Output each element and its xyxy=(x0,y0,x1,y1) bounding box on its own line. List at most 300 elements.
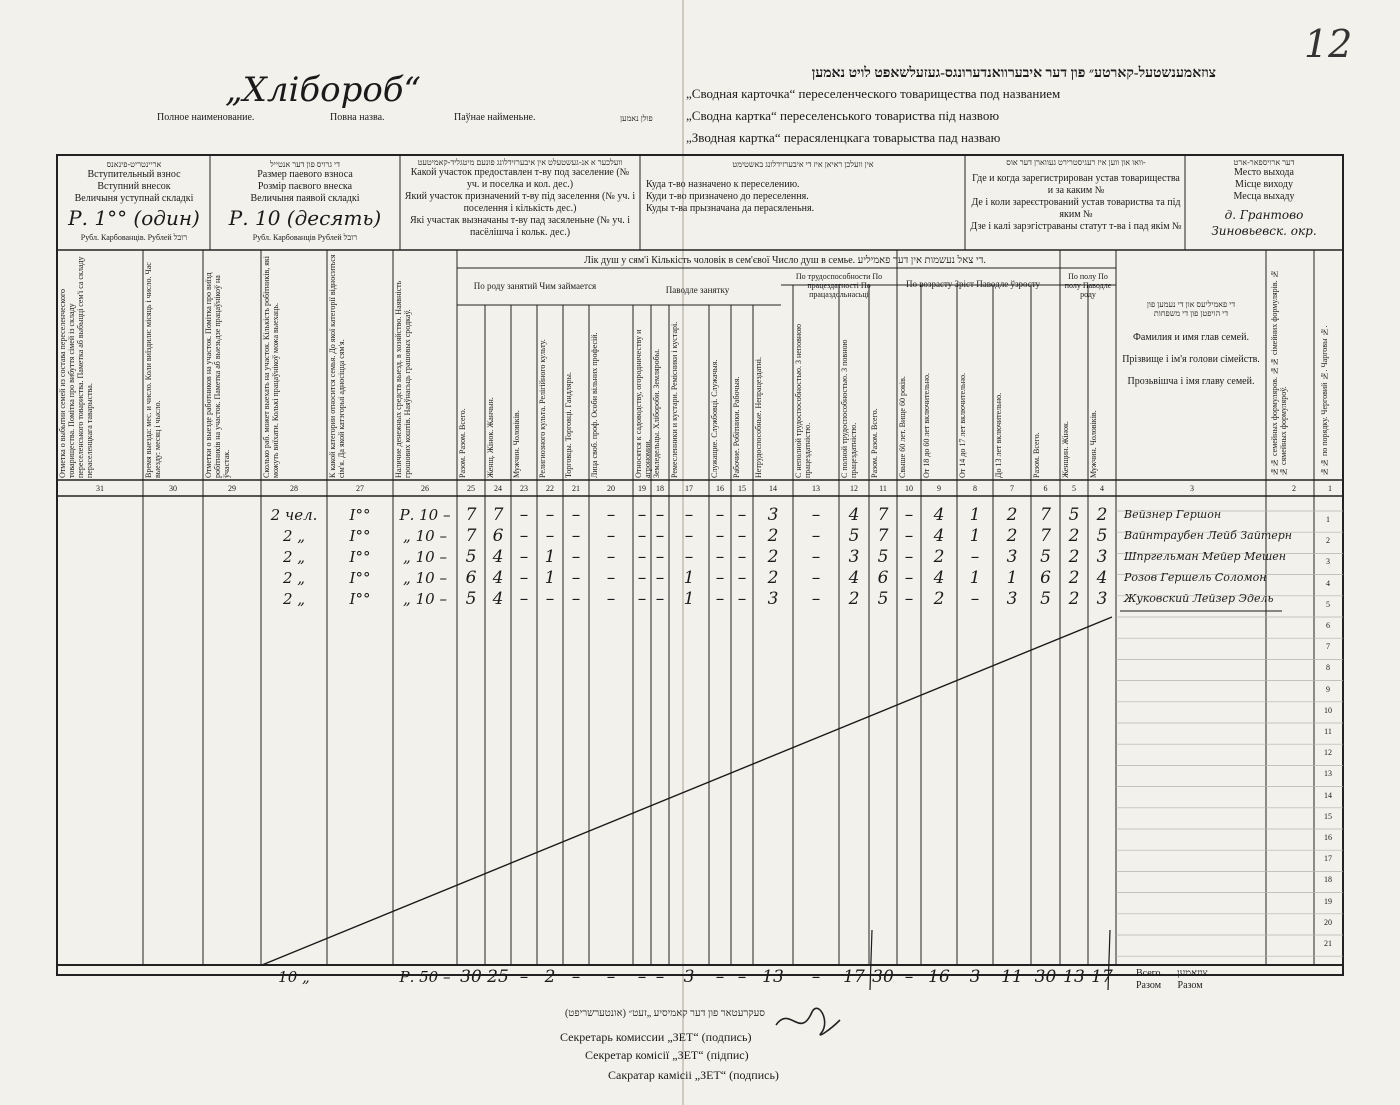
total-col-17: 3 xyxy=(683,967,695,987)
cell-col-11: 7 xyxy=(877,505,889,525)
cell-col-21: – xyxy=(571,505,581,525)
cell-col-19: – xyxy=(637,547,647,567)
departure-value: д. Грантово Зиновьевск. окр. xyxy=(1211,208,1317,238)
cell-col-14: 2 xyxy=(767,526,779,546)
total-col-28: 10 „ xyxy=(278,968,310,986)
share-fee-units: Рубл. Карбованців Рублей xyxy=(252,233,342,242)
entry-fee-by: Величыня уступнай складкі xyxy=(74,193,194,204)
cell-col-24: 4 xyxy=(492,568,504,588)
entry-fee-value: Р. 1°° (один) xyxy=(68,206,200,230)
entry-fee-box xyxy=(60,160,208,242)
cell-col-6: 7 xyxy=(1040,505,1051,525)
total-col-12: 17 xyxy=(843,967,865,987)
cell-col-19: – xyxy=(637,589,647,609)
footer-russian: Секретарь комиссии „ЗЕТ“ (подпись) xyxy=(560,1030,752,1044)
cell-col-10: – xyxy=(904,526,914,546)
row-number: 13 xyxy=(1324,769,1332,779)
cell-col-8: 1 xyxy=(969,568,981,588)
departure-by: Месца выхаду xyxy=(1233,191,1295,202)
cell-col-28: 2 „ xyxy=(282,569,306,587)
row-number: 20 xyxy=(1324,917,1332,927)
total-col-7: 11 xyxy=(1001,967,1023,987)
total-col-11: 30 xyxy=(872,967,894,987)
name-header-yi2: די הויפטן פון די משפחות xyxy=(1153,309,1229,318)
column-header-10: Свыше 60 лет. Вище 60 років. xyxy=(898,376,907,478)
share-fee-value: Р. 10 (десять) xyxy=(228,206,382,230)
cell-col-17: – xyxy=(684,505,694,525)
column-header-28: Сколько раб. может выехать на участок. Кількість робітників, які можуть виїхати. Колькі працаўнікоў можа выехаць. xyxy=(262,255,280,478)
cell-col-14: 3 xyxy=(767,505,779,525)
column-header-22: Религиозного культа. Релігійного культу. xyxy=(538,339,547,478)
total-col-6: 30 xyxy=(1034,967,1057,987)
total-col-5: 13 xyxy=(1063,967,1085,987)
total-col-14: 13 xyxy=(762,967,784,987)
column-number-14: 14 xyxy=(769,484,777,493)
total-col-21: – xyxy=(571,967,581,987)
column-header-18: Земледельцы. Хлібороби. Земляробы. xyxy=(652,348,661,478)
plot-by: Які участак вызначаны т-ву пад засяленьне (№ уч. і пасёлішча і кольк. дес.) xyxy=(409,215,630,238)
cell-col-9: 4 xyxy=(933,526,945,546)
cell-col-27: I°° xyxy=(349,590,371,608)
column-number-18: 18 xyxy=(656,484,664,493)
total-col-24: 25 xyxy=(487,967,509,987)
departure-ua: Місце виходу xyxy=(1235,179,1293,190)
cell-col-9: 2 xyxy=(933,547,945,567)
column-header-4: Мужчин. Чоловіків. xyxy=(1089,410,1098,478)
cell-col-26: „ 10 – xyxy=(403,590,447,608)
charter-by: Дзе і калі зарэгістраваны статут т-ва і пад якім № xyxy=(970,221,1182,232)
cell-col-19: – xyxy=(637,505,647,525)
row-number: 6 xyxy=(1326,621,1330,630)
totals-label-ua: Разом xyxy=(1177,980,1203,991)
souls-header-yi: די צאל נעשמות אין דער פאמיליע. xyxy=(857,255,986,266)
totals-label-yi: צוזאמען xyxy=(1177,968,1208,979)
cell-col-20: – xyxy=(606,547,616,567)
share-fee-units-yi: רובל xyxy=(343,233,358,242)
souls-header-text: Лік душ у сям'і Кількість чоловік в сем'євої Число душ в семье. xyxy=(584,255,856,266)
share-fee-box xyxy=(212,160,398,242)
destination-by: Куды т-ва прызначана да перасяленьня. xyxy=(646,203,815,214)
cell-col-17: – xyxy=(684,547,694,567)
column-header-8: От 14 до 17 лет включительно. xyxy=(958,373,967,478)
cell-col-15: – xyxy=(737,589,747,609)
column-number-6: 6 xyxy=(1043,484,1048,493)
cell-col-27: I°° xyxy=(349,506,371,524)
cell-col-8: 1 xyxy=(969,505,981,525)
destination-yi: אין וועלכן ראיאן איז די איבערזידלונג באשטימט xyxy=(732,160,874,169)
charter-ua: Де і коли зареєстрований устав товариства та під яким № xyxy=(971,197,1181,220)
cell-col-15: – xyxy=(737,568,747,588)
group-occupation-header: По роду занятий Чим займается xyxy=(473,281,597,291)
cell-col-20: – xyxy=(606,505,616,525)
total-col-26: Р. 50 – xyxy=(399,968,451,986)
cell-col-25: 5 xyxy=(465,589,477,609)
entry-fee-ua: Вступний внесок xyxy=(97,181,171,192)
cell-col-22: 1 xyxy=(544,568,556,588)
total-col-23: – xyxy=(519,967,529,987)
total-col-15: – xyxy=(737,967,747,987)
cell-col-13: – xyxy=(811,568,821,588)
column-number-10: 10 xyxy=(905,484,913,493)
row-number: 12 xyxy=(1324,748,1332,758)
column-number-29: 29 xyxy=(228,484,236,493)
family-head-name: Вейзнер Гершон xyxy=(1124,508,1222,521)
cell-col-28: 2 „ xyxy=(282,590,306,608)
cell-col-25: 7 xyxy=(465,505,477,525)
column-header-19: Относятся к садоводству, огородничеству и агрономии. xyxy=(634,329,652,478)
share-fee-by: Величыня паявой складкі xyxy=(250,193,360,204)
row-number: 14 xyxy=(1324,790,1332,800)
total-col-19: – xyxy=(637,967,647,987)
cell-col-5: 2 xyxy=(1068,589,1080,609)
cell-col-16: – xyxy=(715,568,725,588)
cell-col-7: 1 xyxy=(1006,568,1018,588)
cell-col-18: – xyxy=(655,589,665,609)
column-header-20: Лица своб. проф. Особи вільних професій. xyxy=(590,332,599,478)
cell-col-5: 2 xyxy=(1068,547,1080,567)
column-header-14: Нетрудоспособные. Непрацездатні. xyxy=(754,357,763,478)
cell-col-16: – xyxy=(715,505,725,525)
cell-col-25: 5 xyxy=(465,547,477,567)
name-header-yi1: די פאמיליעס און די נעמען פון xyxy=(1146,300,1236,309)
cell-col-10: – xyxy=(904,568,914,588)
cell-col-8: – xyxy=(970,589,980,609)
family-head-name: Вайнтраубен Лейб Зайтерн xyxy=(1124,529,1293,542)
share-fee-ua: Розмір паєвого внеска xyxy=(257,181,353,192)
title-ukrainian: „Сводна картка“ переселенського товариства під назвою xyxy=(686,108,1000,123)
family-head-name: Жуковский Лейзер Эдель xyxy=(1124,592,1274,605)
column-number-16: 16 xyxy=(716,484,724,493)
cell-col-15: – xyxy=(737,505,747,525)
secretary-signature xyxy=(776,1008,840,1035)
column-header-15: Рабочие. Робітники. Рабочыя. xyxy=(732,376,741,478)
row-number: 15 xyxy=(1324,811,1332,821)
column-number-17: 17 xyxy=(685,484,693,493)
label-full-name-ru: Полное наименование. xyxy=(157,112,255,123)
cell-col-23: – xyxy=(519,526,529,546)
row-number: 7 xyxy=(1326,642,1330,652)
cell-col-25: 6 xyxy=(465,568,477,588)
cell-col-13: – xyxy=(811,526,821,546)
cell-col-12: 2 xyxy=(848,589,860,609)
cell-col-16: – xyxy=(715,589,725,609)
column-number-22: 22 xyxy=(546,484,554,493)
row-number: 3 xyxy=(1326,557,1330,567)
family-form-header: №№ семейных формуляров. №№ сімейних формулярів. №№ сямейных формуляроў. xyxy=(1270,269,1288,476)
cell-col-6: 5 xyxy=(1040,547,1051,567)
cell-col-20: – xyxy=(606,568,616,588)
cell-col-13: – xyxy=(811,589,821,609)
cell-col-7: 3 xyxy=(1006,547,1018,567)
cell-col-19: – xyxy=(637,526,647,546)
column-header-25: Разом. Разом. Всего. xyxy=(458,408,467,478)
footer-ukrainian: Секретар комісії „ЗЕТ“ (підпис) xyxy=(585,1048,749,1062)
column-header-26: Наличие денежных средств выезд. в хозяйство. Наявність грошових коштів. Наяўнасьць грашовых сродкаў. xyxy=(394,280,412,478)
column-number-12: 12 xyxy=(850,484,858,493)
cell-col-14: 2 xyxy=(767,568,779,588)
label-full-name-yi: פולן נאמען xyxy=(620,114,653,123)
cell-col-14: 3 xyxy=(767,589,779,609)
column-header-16: Служащие. Службовці. Служачыя. xyxy=(710,359,719,478)
cell-col-12: 3 xyxy=(848,547,860,567)
cell-col-22: – xyxy=(545,505,555,525)
column-number-15: 15 xyxy=(738,484,746,493)
cell-col-16: – xyxy=(715,547,725,567)
title-russian: „Сводная карточка“ переселенческого товарищества под названием xyxy=(686,86,1061,101)
cell-col-12: 5 xyxy=(848,526,860,546)
plot-box xyxy=(404,158,636,239)
row-number: 18 xyxy=(1324,875,1332,885)
cell-col-26: „ 10 – xyxy=(403,569,447,587)
name-column-header xyxy=(1120,300,1262,388)
column-header-13: С неполной трудоспособностью. З неповною працездатністю. xyxy=(794,323,812,478)
column-number-27: 27 xyxy=(356,484,364,493)
cell-col-21: – xyxy=(571,589,581,609)
colnum-2: 2 xyxy=(1292,484,1296,493)
cell-col-20: – xyxy=(606,526,616,546)
column-header-5: Женщин. Жінок. xyxy=(1061,421,1070,478)
column-number-8: 8 xyxy=(973,484,977,493)
cell-col-10: – xyxy=(904,547,914,567)
column-number-5: 5 xyxy=(1072,484,1076,493)
column-number-7: 7 xyxy=(1010,484,1014,493)
column-header-17: Ремесленники и кустари. Ремісники і кустарі. xyxy=(670,321,679,478)
entry-fee-units-yi: רובל xyxy=(173,233,188,242)
row-number: 1 xyxy=(1326,515,1330,524)
sheet-number: 12 xyxy=(1304,22,1353,66)
row-number: 9 xyxy=(1326,684,1330,694)
row-number: 11 xyxy=(1324,727,1332,736)
cell-col-5: 2 xyxy=(1068,526,1080,546)
column-number-31: 31 xyxy=(96,484,104,493)
cell-col-11: 5 xyxy=(877,589,889,609)
column-header-27: К какой категории относится семья. До якої категорії відноситься сім'я. Да якой катэгорыі адносіцца сям'я. xyxy=(328,254,346,478)
cell-col-6: 5 xyxy=(1040,589,1051,609)
cell-col-22: 1 xyxy=(544,547,556,567)
group-age-header: По возрасту Зріст Паводле ўзросту xyxy=(905,279,1041,289)
column-header-7: До 13 лет включительно. xyxy=(994,392,1003,478)
cell-col-18: – xyxy=(655,505,665,525)
cancel-diagonal-line xyxy=(262,617,1112,965)
cell-col-11: 5 xyxy=(877,547,889,567)
cell-col-28: 2 „ xyxy=(282,548,306,566)
cell-col-9: 4 xyxy=(933,505,945,525)
cell-col-18: – xyxy=(655,568,665,588)
cell-col-23: – xyxy=(519,568,529,588)
column-number-26: 26 xyxy=(421,484,429,493)
name-header-ua: Прізвище і ім'я голови сімейств. xyxy=(1122,354,1260,365)
destination-box xyxy=(646,160,960,215)
title-yiddish: צוזאמענשטעל-קארטע״ פון דער איבערוואנדערונגס-געזעלשאפט לויט נאמען xyxy=(811,66,1216,81)
order-number-header: №№ по порядку. Черговий №. Чарговы №. xyxy=(1320,325,1329,476)
total-col-4: 17 xyxy=(1091,967,1113,987)
cell-col-18: – xyxy=(655,526,665,546)
destination-ua: Куди т-во призначено до переселення. xyxy=(646,191,809,202)
colnum-3: 3 xyxy=(1190,484,1194,493)
cell-col-24: 7 xyxy=(492,505,504,525)
cell-col-16: – xyxy=(715,526,725,546)
cell-col-9: 2 xyxy=(933,589,945,609)
cell-col-6: 7 xyxy=(1040,526,1051,546)
total-col-25: 30 xyxy=(460,967,482,987)
total-col-16: – xyxy=(715,967,725,987)
cell-col-28: 2 чел. xyxy=(270,506,318,524)
cell-col-27: I°° xyxy=(349,569,371,587)
column-number-19: 19 xyxy=(638,484,646,493)
column-header-29: Отметки о выезде работников на участок. Помітка про виїзд робітників на участок. Паметка аб выезьдзе працаўнікоў на ўчастак. xyxy=(204,272,231,478)
departure-box xyxy=(1188,158,1340,239)
cell-col-22: – xyxy=(545,589,555,609)
total-col-9: 16 xyxy=(928,967,950,987)
cell-col-4: 5 xyxy=(1096,526,1108,546)
column-header-9: От 18 до 60 лет включительно. xyxy=(922,373,931,478)
cell-col-6: 6 xyxy=(1040,568,1051,588)
cell-col-17: 1 xyxy=(683,568,695,588)
cell-col-4: 3 xyxy=(1096,547,1108,567)
cell-col-26: „ 10 – xyxy=(403,548,447,566)
cell-col-8: – xyxy=(970,547,980,567)
column-header-30: Время выезда: мес. и число. Коли виїздили: місяць і число. Час выезду: месяц і чысло. xyxy=(144,262,162,478)
destination-ru: Куда т-во назначено к переселению. xyxy=(646,179,800,190)
cell-col-24: 6 xyxy=(492,526,504,546)
cell-col-28: 2 „ xyxy=(282,527,306,545)
cell-col-10: – xyxy=(904,505,914,525)
cell-col-4: 4 xyxy=(1096,568,1108,588)
column-header-23: Мужчин. Чоловіків. xyxy=(512,410,521,478)
cell-col-7: 2 xyxy=(1006,505,1018,525)
cell-col-26: „ 10 – xyxy=(403,527,447,545)
column-number-30: 30 xyxy=(169,484,177,493)
cell-col-5: 2 xyxy=(1068,568,1080,588)
cell-col-22: – xyxy=(545,526,555,546)
cell-col-12: 4 xyxy=(848,568,860,588)
entry-fee-ru: Вступительный взнос xyxy=(87,169,181,180)
cell-col-12: 4 xyxy=(848,505,860,525)
departure-ru: Место выхода xyxy=(1234,167,1294,178)
cell-col-7: 3 xyxy=(1006,589,1018,609)
column-header-31: Отметка о выбытии семей из состава переселенческого товарищества. Помітка про вибуття сімей із складу переселенського товариства. Паметка аб выбыцці сем'і са складу пераселенцкага таварыства. xyxy=(58,256,94,478)
row-number: 4 xyxy=(1326,578,1330,588)
total-col-10: – xyxy=(904,967,914,987)
totals-label xyxy=(1136,968,1208,992)
share-fee-yi: די גרויס פון דער אנטייל xyxy=(270,160,340,169)
cell-col-26: Р. 10 – xyxy=(399,506,451,524)
cell-col-15: – xyxy=(737,547,747,567)
label-full-name-by: Паўнае найменьне. xyxy=(454,112,536,123)
column-number-25: 25 xyxy=(467,484,475,493)
society-name: „Хлібороб“ xyxy=(225,70,421,110)
column-number-13: 13 xyxy=(812,484,820,493)
cell-col-8: 1 xyxy=(969,526,981,546)
column-number-4: 4 xyxy=(1100,484,1104,493)
cell-col-24: 4 xyxy=(492,589,504,609)
total-col-20: – xyxy=(606,967,616,987)
row-number: 16 xyxy=(1324,833,1332,842)
family-head-name: Розов Гершель Соломон xyxy=(1124,571,1267,584)
cell-col-23: – xyxy=(519,547,529,567)
cell-col-21: – xyxy=(571,526,581,546)
cell-col-11: 6 xyxy=(877,568,889,588)
total-col-13: – xyxy=(811,967,821,987)
cell-col-27: I°° xyxy=(349,548,371,566)
cell-col-11: 7 xyxy=(877,526,889,546)
cell-col-21: – xyxy=(571,547,581,567)
cell-col-15: – xyxy=(737,526,747,546)
cell-col-4: 3 xyxy=(1096,589,1108,609)
row-number: 8 xyxy=(1326,663,1330,673)
cell-col-19: – xyxy=(637,568,647,588)
column-number-23: 23 xyxy=(520,484,528,493)
name-header-by: Прозьвішча і імя главу семей. xyxy=(1127,376,1255,387)
cell-col-13: – xyxy=(811,547,821,567)
charter-yi: וואו און ווען איז רעגיסטרירט געווארן דער אוס- xyxy=(1006,158,1146,167)
row-number: 2 xyxy=(1326,536,1330,546)
group-souls-header xyxy=(460,256,1110,265)
column-number-21: 21 xyxy=(572,484,580,493)
charter-ru: Где и когда зарегистрирован устав товарищества и за каким № xyxy=(972,173,1180,196)
group-sex-header: По полу По полу Паводле роду xyxy=(1064,272,1112,299)
column-number-9: 9 xyxy=(937,484,941,493)
total-col-8: 3 xyxy=(969,967,981,987)
total-col-22: 2 xyxy=(544,967,556,987)
column-header-12: С полной трудоспособностью. З повною працездатністю. xyxy=(840,339,858,478)
cell-col-23: – xyxy=(519,589,529,609)
row-number: 17 xyxy=(1324,854,1332,864)
totals-label-ru: Всего xyxy=(1136,968,1161,979)
row-number: 21 xyxy=(1324,939,1332,948)
family-head-name: Шпргельман Мейер Мешен xyxy=(1124,550,1287,563)
plot-ua: Який участок призначений т-ву під заселення (№ уч. і поселення і кількість дес.) xyxy=(404,191,636,214)
cell-col-9: 4 xyxy=(933,568,945,588)
cell-col-10: – xyxy=(904,589,914,609)
column-header-11: Разом. Разом. Всего. xyxy=(870,408,879,478)
name-header-ru: Фамилия и имя глав семей. xyxy=(1133,332,1249,343)
plot-ru: Какой участок предоставлен т-ву под заселение (№ уч. и поселка и кол. дес.) xyxy=(410,167,630,190)
cell-col-13: – xyxy=(811,505,821,525)
charter-box xyxy=(970,158,1182,233)
cell-col-27: I°° xyxy=(349,527,371,545)
entry-fee-units: Рубл. Карбованців. Рублей xyxy=(80,233,172,242)
cell-col-20: – xyxy=(606,589,616,609)
share-fee-ru: Размер паевого взноса xyxy=(257,169,353,180)
total-col-18: – xyxy=(655,967,665,987)
column-header-24: Женщ. Жінок. Жанчын. xyxy=(486,397,495,478)
footer-yiddish: סעקרעטאר פון דער קאמיסיע „זעט״ (אונטערשריפט) xyxy=(564,1008,765,1019)
row-number: 10 xyxy=(1324,705,1332,715)
column-header-21: Торговцы. Торговці. Гандляры. xyxy=(564,372,573,478)
cell-col-4: 2 xyxy=(1096,505,1108,525)
cell-col-17: 1 xyxy=(683,589,695,609)
cell-col-14: 2 xyxy=(767,547,779,567)
plot-yi: וועלכער א אנ-געשטעלט אין איבערזידלונג פונעם מיטגליד-קאמיטעט xyxy=(417,158,623,167)
label-full-name-ua: Повна назва. xyxy=(330,112,385,123)
cell-col-24: 4 xyxy=(492,547,504,567)
group-work-header: По трудоспособности По працездатності По працаздольнасьці xyxy=(795,272,883,299)
departure-yi: דער ארויספאר-ארט xyxy=(1233,158,1295,167)
colnum-1: 1 xyxy=(1328,484,1332,493)
cell-col-7: 2 xyxy=(1006,526,1018,546)
totals-label-by: Разом xyxy=(1136,980,1162,991)
cell-col-25: 7 xyxy=(465,526,477,546)
cell-col-23: – xyxy=(519,505,529,525)
cell-col-17: – xyxy=(684,526,694,546)
column-number-20: 20 xyxy=(607,484,615,493)
cell-col-5: 5 xyxy=(1068,505,1080,525)
cell-col-21: – xyxy=(571,568,581,588)
column-header-6: Разом. Всего. xyxy=(1032,432,1041,478)
row-number: 5 xyxy=(1326,599,1330,609)
cell-col-18: – xyxy=(655,547,665,567)
